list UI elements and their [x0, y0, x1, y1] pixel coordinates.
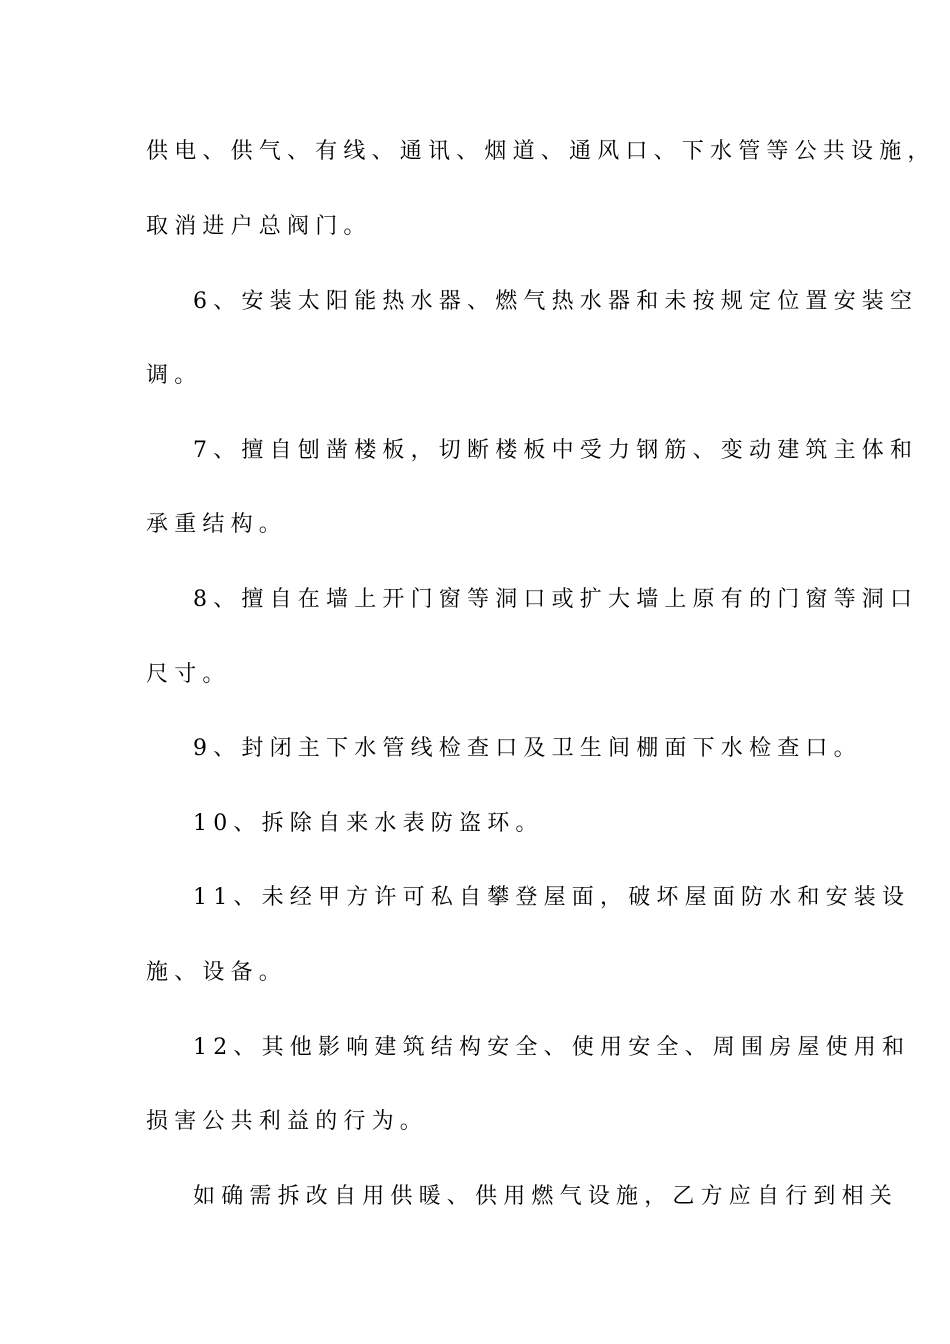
list-item-11: 11、未经甲方许可私自攀登屋面，破坏屋面防水和安装设	[193, 885, 911, 910]
text-line: 供电、供气、有线、通讯、烟道、通风口、下水管等公共设施，	[146, 139, 936, 164]
text-line: 尺寸。	[146, 662, 231, 687]
text-line: 调。	[146, 363, 203, 388]
list-item-12: 12、其他影响建筑结构安全、使用安全、周围房屋使用和	[193, 1035, 911, 1060]
list-item-6: 6、安装太阳能热水器、燃气热水器和未按规定位置安装空	[193, 289, 919, 314]
text-line: 施、设备。	[146, 960, 288, 985]
text-line: 取消进户总阀门。	[146, 214, 372, 239]
list-item-7: 7、擅自刨凿楼板，切断楼板中受力钢筋、变动建筑主体和	[193, 438, 919, 463]
list-item-8: 8、擅自在墙上开门窗等洞口或扩大墙上原有的门窗等洞口	[193, 587, 919, 612]
text-line: 损害公共利益的行为。	[146, 1109, 429, 1134]
paragraph-line: 如确需拆改自用供暖、供用燃气设施，乙方应自行到相关	[193, 1184, 899, 1209]
list-item-10: 10、拆除自来水表防盗环。	[193, 811, 544, 836]
text-line: 承重结构。	[146, 512, 288, 537]
list-item-9: 9、封闭主下水管线检查口及卫生间棚面下水检查口。	[193, 736, 862, 761]
